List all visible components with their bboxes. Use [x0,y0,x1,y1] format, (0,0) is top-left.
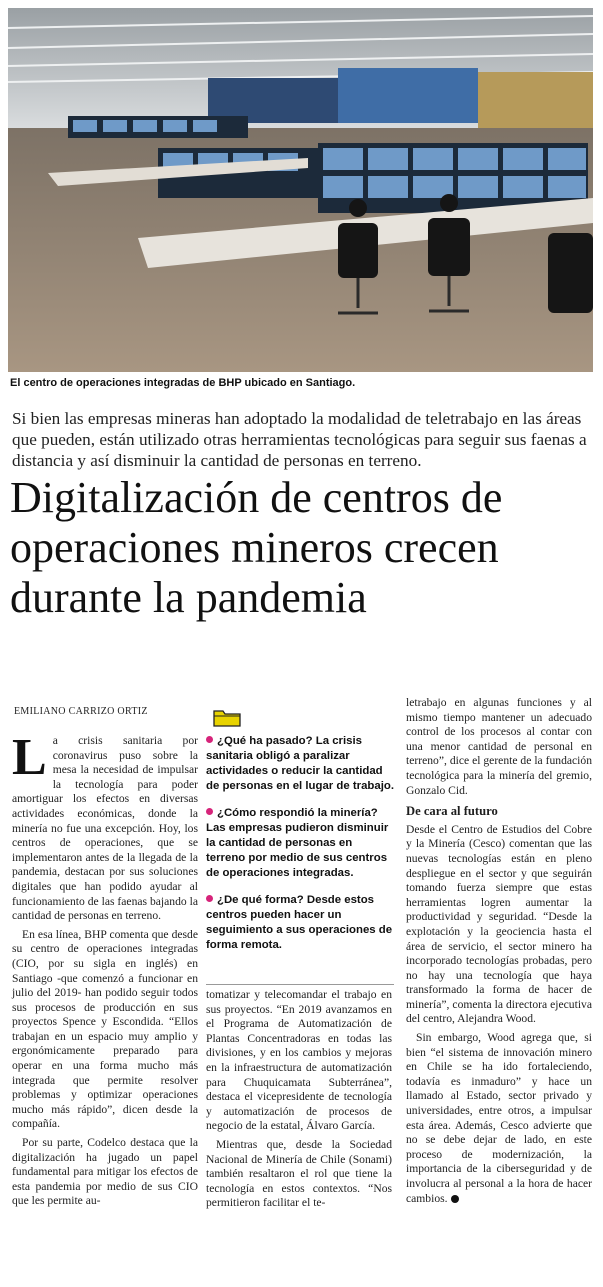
paragraph: Desde el Centro de Estudios del Cobre y la Minería (Cesco) comentan que las nuevas tecnologías están en pleno despliegue en el sector y que seguirán tomando fuerza siempre que estas herramientas logren aumentar la productividad y seguridad. “Desde la explotación y la geociencia hasta el área de servicio, el sector minero ha incorporado tecnologías probadas, pero no hay una tecnología que haya transformado la forma de hacer de minería”, comenta la directora ejecutiva del centro, Alejandra Wood. [406,822,592,1026]
paragraph: Mientras que, desde la Sociedad Nacional de Minería de Chile (Sonami) también resaltaron el rol que tiene la tecnología en estos contextos. “Nos permitieron facilitar el te- [206,1137,392,1210]
folder-icon [212,706,242,728]
paragraph-text: Sin embargo, Wood agrega que, si bien “el sistema de innovación minero en Chile se ha ido fortaleciendo, todavía es inmaduro” y hace un llamado al Estado, sector privado y universidades, entre otros, a impulsar esta área. Además, Cesco advierte que no se debe dejar de lado, en este proceso de modernización, la importancia de la ciberseguridad y de involucra al personal a la hora de hacer cambios. [406,1031,592,1205]
photo-caption: El centro de operaciones integradas de BHP ubicado en Santiago. [10,377,356,389]
article-column-2 [206,988,392,1215]
end-mark-icon [451,1195,459,1203]
paragraph: En esa línea, BHP comenta que desde su centro de operaciones integradas (CIO, por su sigla en inglés) en Santiago -que comenzó a funcionar en julio del 2019- han podido seguir todos sus procesos de producción en sus proyectos Spence y Escondida. “Ellos trabajan en un espacio muy amplio y ergonómicamente preparado para operar en una forma mucho más integrada que permite resolver problemas y optimizar operaciones mucho más rápido”, dicen desde la compañía. [12,927,198,1131]
paragraph-text: a crisis sanitaria por coronavirus puso sobre la mesa la necesidad de impulsar la tecnología para poder amortiguar los efectos en diversas actividades económicas, donde la minería no fue una excepción. Hoy, los centros de operaciones, que se implementaron antes de la llegada de la pandemia, destacan por sus soluciones digitales que han podido ayudar al funcionamiento de las faenas bajando la cantidad de personas en terreno. [12,734,198,923]
paragraph [406,1031,592,1206]
paragraph: tomatizar y telecomandar el trabajo en sus proyectos. “En 2019 avanzamos en el Programa de Automatización de Plantas Concentradoras en todas las divisiones, y en los cambios y mejoras en la infraestructura de automatización para Chuquicamata Subterránea”, destaca el vicepresidente de tecnología y automatización de procesos de negocio de la estatal, Álvaro García. [206,988,392,1133]
summary-question: ¿Qué ha pasado? [217,735,313,747]
paragraph: Por su parte, Codelco destaca que la digitalización ha jugado un papel fundamental para mitigar los efectos de esta pandemia por medio de sus CIO que les permite au- [12,1136,198,1208]
bullet-icon [206,895,213,902]
bullet-icon [206,736,213,743]
paragraph [12,729,198,924]
dropcap: L [12,729,47,786]
bullet-icon [206,808,213,815]
article-column-3 [406,696,592,1210]
summary-answer: La crisis sanitaria obligó a paralizar actividades o reducir la cantidad de personas en el lugar de trabajo. [206,735,395,792]
operations-center-photo [8,8,593,372]
divider [206,984,394,985]
summary-question: ¿Cómo respondió la minería? [217,807,378,819]
summary-item [206,806,394,881]
summary-item [206,893,394,953]
summary-question: ¿De qué forma? [217,894,304,906]
article-lead: Si bien las empresas mineras han adoptado la modalidad de teletrabajo en las áreas que pueden, están utilizado otras herramientas tecnológicas para seguir sus faenas a distancia y así disminuir la cantidad de personas en terreno. [12,409,587,470]
summary-item [206,734,394,794]
summary-answer: Desde estos centros pueden hacer un seguimiento a sus operaciones de forma remota. [206,894,393,951]
paragraph: letrabajo en algunas funciones y al mismo tiempo mantener un adecuado control de los procesos al contar con una menor cantidad de personal en terreno”, dice el gerente de la fundación tecnológica para la minería del gremio, Gonzalo Cid. [406,696,592,797]
article-byline: EMILIANO CARRIZO ORTIZ [14,706,148,717]
summary-sidebar [206,706,394,965]
article-column-1 [12,729,198,1213]
section-subhead: De cara al futuro [406,804,498,819]
summary-answer: Las empresas pudieron disminuir la cantidad de personas en terreno por medio de sus centros de operaciones integradas. [206,822,389,879]
article-headline: Digitalización de centros de operaciones mineros crecen durante la pandemia [10,473,503,622]
